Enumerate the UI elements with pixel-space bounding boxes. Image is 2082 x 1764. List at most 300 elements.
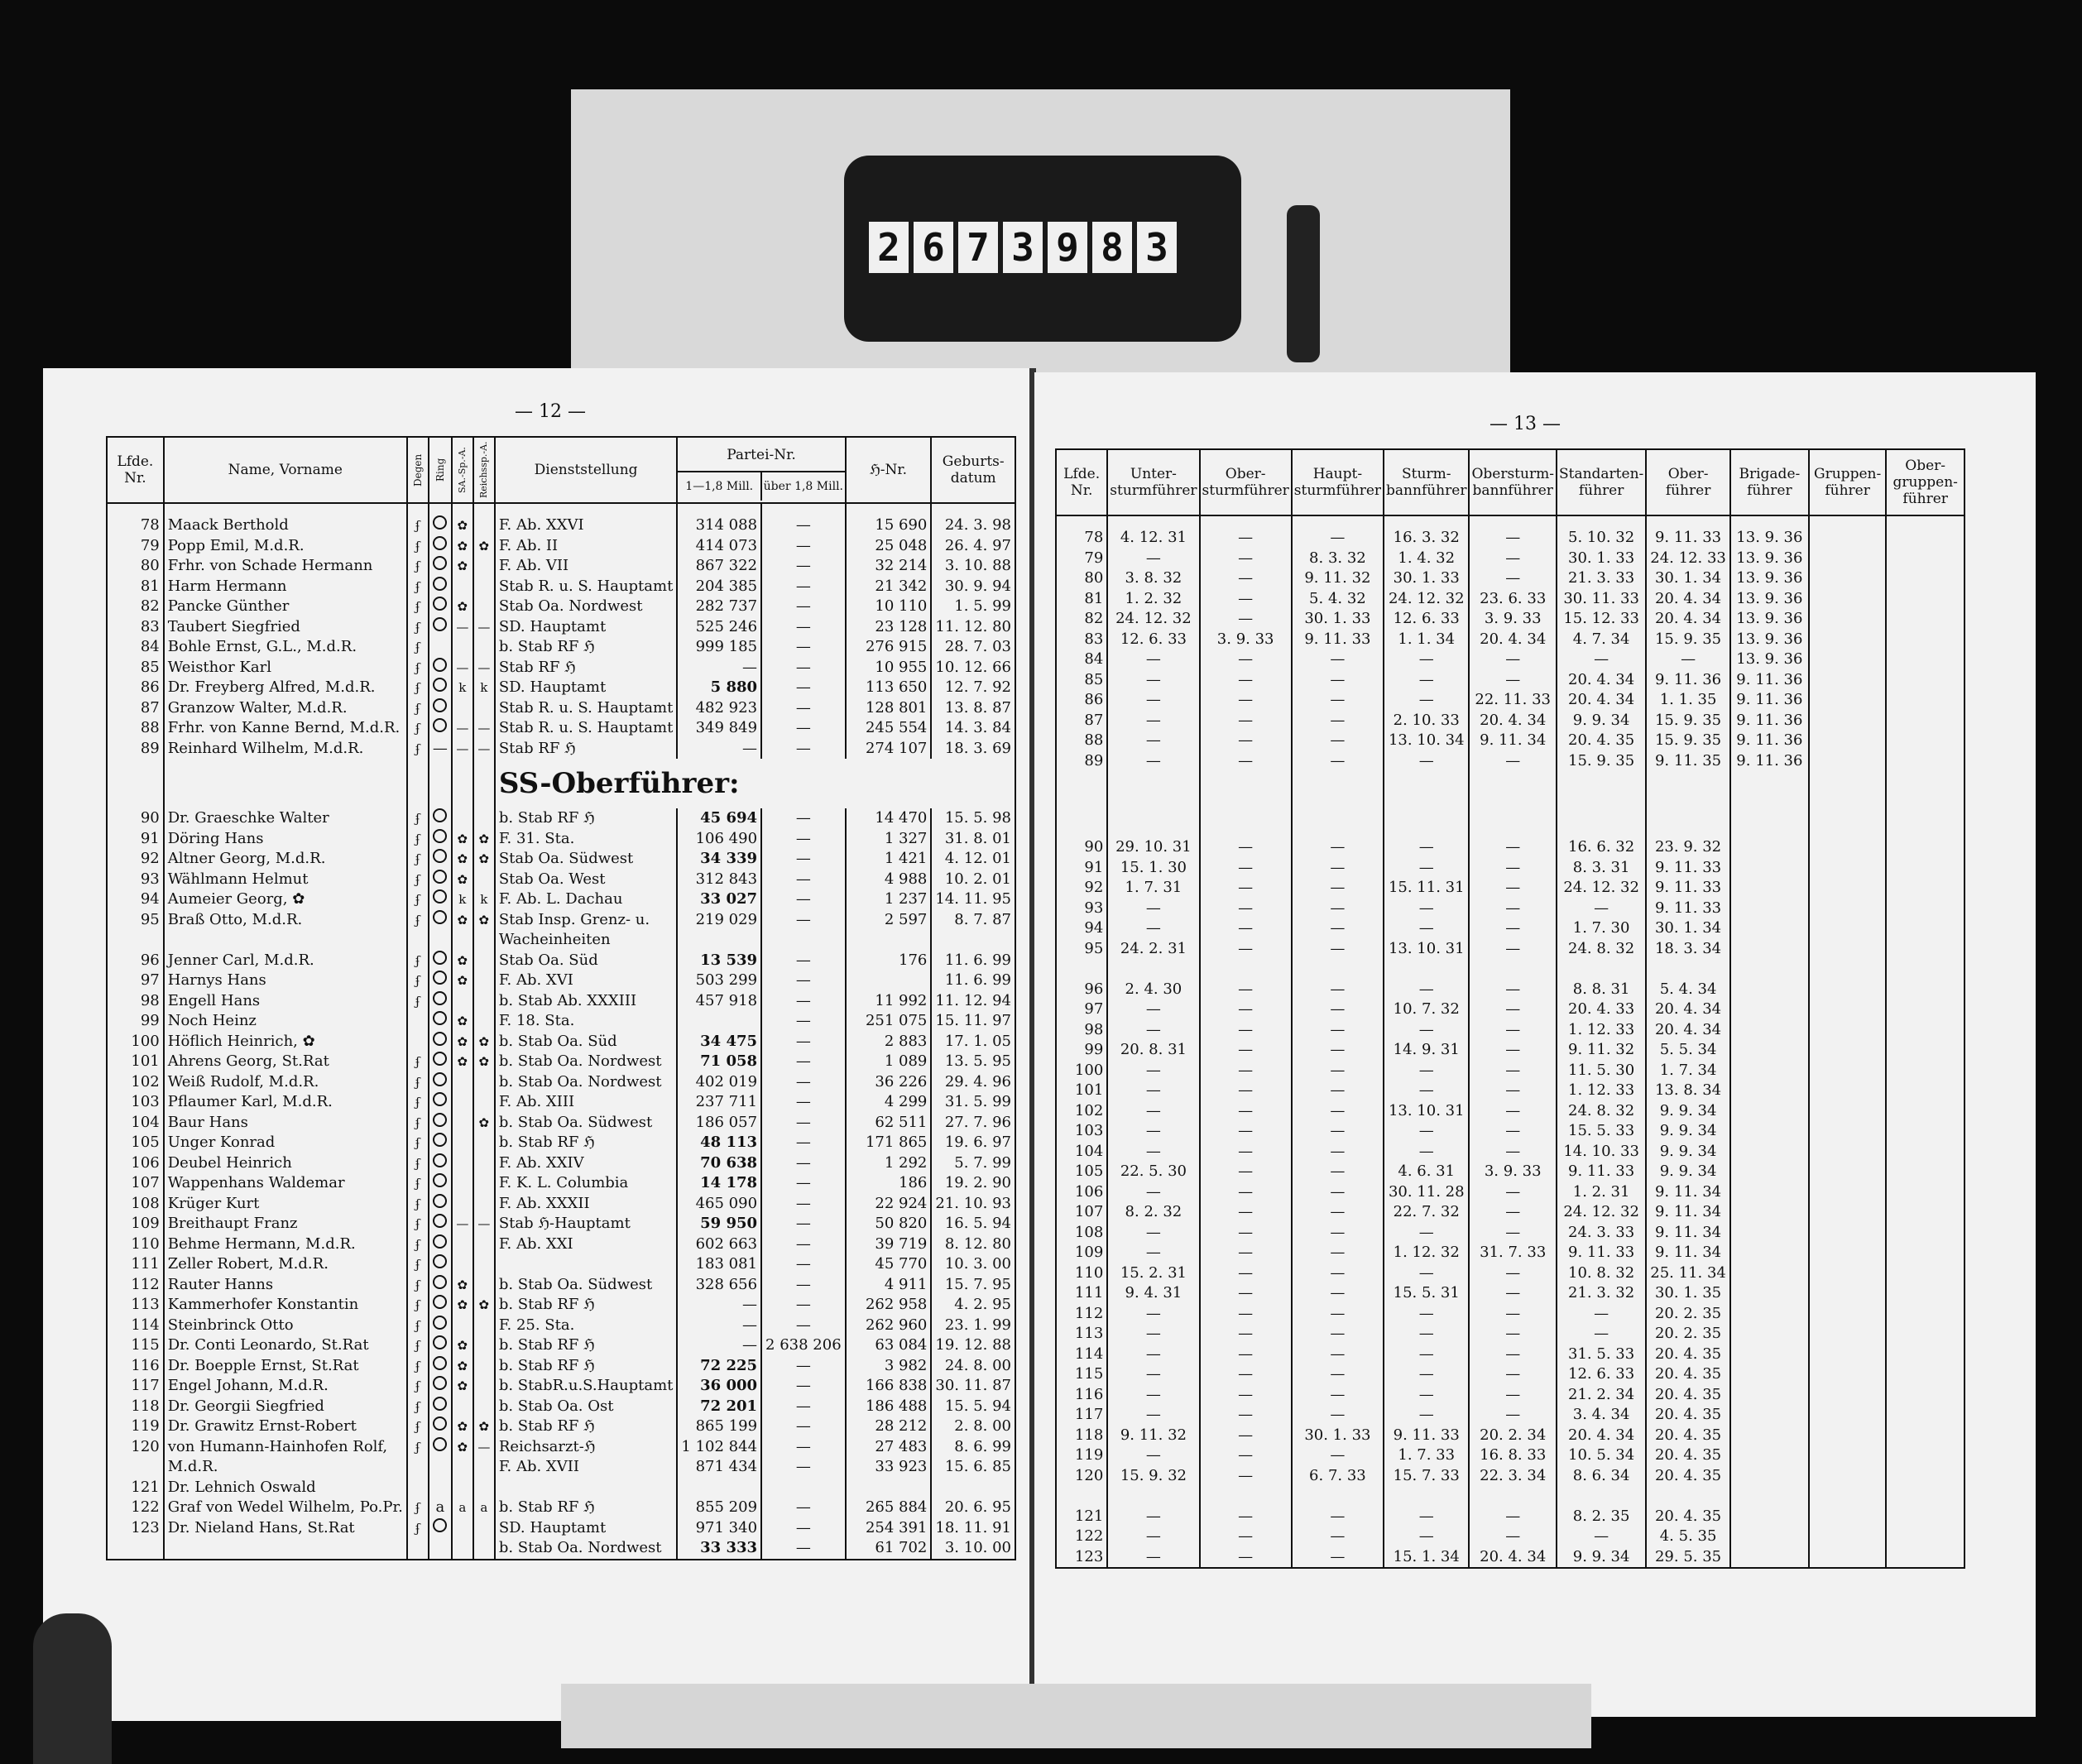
promotion-date-cell: —: [1292, 1223, 1384, 1244]
promotion-date-cell: —: [1557, 1324, 1646, 1345]
degen-mark: [407, 930, 429, 951]
promotion-date-cell: —: [1200, 1061, 1292, 1081]
promotion-date-cell: [1730, 939, 1809, 960]
ss-nr-cell: 4 299: [846, 1092, 932, 1113]
table-row: [107, 971, 1015, 991]
promotion-date-cell: 22. 5. 30: [1107, 1162, 1199, 1182]
name-cell: Taubert Siegfried: [164, 617, 407, 638]
lfd-nr: 111: [1056, 1283, 1107, 1304]
spacer-row: [1056, 771, 1964, 837]
birth-date-cell: 15. 5. 94: [931, 1397, 1015, 1417]
promotion-date-cell: —: [1107, 1324, 1199, 1345]
partei-nr-b: —: [761, 1295, 846, 1316]
promotion-date-cell: —: [1469, 858, 1557, 879]
promotion-date-cell: [1809, 1061, 1887, 1081]
dienststellung-cell: b. Stab Oa. Nordwest: [495, 1538, 678, 1560]
promotion-date-cell: 3. 8. 32: [1107, 568, 1199, 589]
promotion-date-cell: —: [1469, 1345, 1557, 1365]
promotion-date-cell: —: [1292, 1081, 1384, 1101]
spacer-cell: [495, 503, 678, 515]
name-cell: Wählmann Helmut: [164, 870, 407, 890]
birth-date-cell: 4. 2. 95: [931, 1295, 1015, 1316]
ss-nr-cell: 62 511: [846, 1113, 932, 1134]
ring-mark: [429, 1133, 452, 1153]
page-number-right: — 13 —: [1490, 414, 1561, 434]
ring-mark: [429, 889, 452, 910]
promotion-date-cell: 9. 11. 33: [1557, 1243, 1646, 1263]
promotion-date-cell: [1809, 1101, 1887, 1122]
promotion-date-cell: 9. 11. 32: [1107, 1426, 1199, 1446]
promotion-date-cell: [1730, 1304, 1809, 1325]
promotion-date-cell: [1886, 1466, 1964, 1487]
sa-mark: ✿: [452, 515, 473, 536]
reichssp-mark: [473, 971, 495, 991]
ring-icon: [433, 829, 447, 843]
ss-nr-cell: 186: [846, 1173, 932, 1194]
promotion-date-cell: 9. 11. 33: [1646, 878, 1730, 899]
ring-mark: [429, 1437, 452, 1458]
birth-date-cell: 21. 10. 93: [931, 1194, 1015, 1215]
promotion-date-cell: —: [1469, 1364, 1557, 1385]
promotion-date-cell: 8. 3. 32: [1292, 549, 1384, 569]
promotion-date-cell: 22. 3. 34: [1469, 1466, 1557, 1487]
promotion-date-cell: [1809, 999, 1887, 1020]
reichssp-mark: [473, 1538, 495, 1560]
promotion-date-cell: —: [1200, 751, 1292, 772]
spacer-cell: [1107, 771, 1199, 837]
promotion-date-cell: —: [1200, 899, 1292, 919]
dienststellung-cell: F. Ab. XXI: [495, 1234, 678, 1255]
ss-nr-cell: 3 982: [846, 1356, 932, 1377]
lfd-nr: 104: [107, 1113, 164, 1134]
promotion-date-cell: 30. 11. 28: [1384, 1182, 1469, 1203]
partei-nr-b: —: [761, 1173, 846, 1194]
partei-nr-b: —: [761, 1275, 846, 1296]
promotion-date-cell: —: [1557, 1304, 1646, 1325]
ss-nr-cell: 1 292: [846, 1153, 932, 1174]
promotion-date-cell: 20. 4. 34: [1646, 1020, 1730, 1041]
promotion-date-cell: —: [1292, 1061, 1384, 1081]
reichssp-mark: [473, 1254, 495, 1275]
promotion-date-cell: —: [1469, 670, 1557, 691]
promotion-date-cell: [1809, 1202, 1887, 1223]
table-row: [107, 1437, 1015, 1458]
dienststellung-cell: F. 25. Sta.: [495, 1316, 678, 1336]
partei-nr-a: 36 000: [677, 1376, 761, 1397]
birth-date-cell: 11. 6. 99: [931, 951, 1015, 971]
lfd-nr: 118: [1056, 1426, 1107, 1446]
ss-nr-cell: 1 327: [846, 829, 932, 850]
birth-date-cell: 17. 1. 05: [931, 1032, 1015, 1052]
lfd-nr: 81: [1056, 589, 1107, 610]
promotion-date-cell: [1886, 1182, 1964, 1203]
dienststellung-cell: Stab RF ℌ: [495, 658, 678, 678]
lfd-nr: 123: [1056, 1547, 1107, 1569]
ss-nr-cell: 25 048: [846, 536, 932, 557]
promotion-date-cell: 20. 4. 34: [1646, 589, 1730, 610]
promotion-date-cell: 3. 9. 33: [1200, 630, 1292, 650]
promotion-date-cell: —: [1200, 1547, 1292, 1569]
promotion-date-cell: [1886, 1121, 1964, 1142]
dienststellung-cell: b. Stab Oa. Ost: [495, 1397, 678, 1417]
birth-date-cell: 3. 10. 00: [931, 1538, 1015, 1560]
table-row: [1056, 1202, 1964, 1223]
lfd-nr: 115: [1056, 1364, 1107, 1385]
promotion-date-cell: [1809, 690, 1887, 711]
right-table-header: [1056, 449, 1964, 515]
birth-date-cell: 19. 2. 90: [931, 1173, 1015, 1194]
name-cell: Bohle Ernst, G.L., M.d.R.: [164, 637, 407, 658]
dienststellung-cell: b. Stab Oa. Südwest: [495, 1275, 678, 1296]
promotion-date-cell: 9. 11. 34: [1646, 1223, 1730, 1244]
degen-mark: ʄ: [407, 536, 429, 557]
counter-digit: 3: [1003, 222, 1043, 273]
officer-table-left: [106, 436, 1016, 1560]
spacer-cell: [1557, 515, 1646, 528]
promotion-date-cell: —: [1200, 980, 1292, 1000]
partei-nr-b: —: [761, 870, 846, 890]
reichssp-mark: [473, 1457, 495, 1478]
spacer-row: [107, 503, 1015, 515]
promotion-date-cell: —: [1107, 1121, 1199, 1142]
lfd-nr: 114: [1056, 1345, 1107, 1365]
promotion-date-cell: 24. 12. 32: [1384, 589, 1469, 610]
name-cell: Höflich Heinrich, ✿: [164, 1032, 407, 1052]
promotion-date-cell: [1886, 1162, 1964, 1182]
promotion-date-cell: 3. 4. 34: [1557, 1405, 1646, 1426]
partei-nr-b: —: [761, 577, 846, 597]
ring-icon: [433, 870, 447, 884]
spacer-cell: [1809, 771, 1887, 837]
birth-date-cell: 30. 11. 87: [931, 1376, 1015, 1397]
promotion-date-cell: —: [1384, 751, 1469, 772]
promotion-date-cell: [1107, 1486, 1199, 1507]
promotion-date-cell: —: [1469, 650, 1557, 670]
promotion-date-cell: 22. 11. 33: [1469, 690, 1557, 711]
table-row: [1056, 1020, 1964, 1041]
promotion-date-cell: —: [1469, 1081, 1557, 1101]
spacer-cell: [452, 759, 473, 808]
partei-nr-b: —: [761, 910, 846, 931]
promotion-date-cell: —: [1200, 999, 1292, 1020]
name-cell: Granzow Walter, M.d.R.: [164, 698, 407, 719]
ss-nr-cell: 251 075: [846, 1011, 932, 1032]
dienststellung-cell: b. Stab RF ℌ: [495, 1295, 678, 1316]
promotion-date-cell: —: [1292, 939, 1384, 960]
name-cell: [164, 930, 407, 951]
dienststellung-cell: F. Ab. XXIV: [495, 1153, 678, 1174]
rank-column-header: Gruppen-führer: [1809, 449, 1887, 515]
table-row: [1056, 1466, 1964, 1487]
partei-nr-a: 48 113: [677, 1133, 761, 1153]
promotion-date-cell: 14. 10. 33: [1557, 1142, 1646, 1162]
birth-date-cell: 11. 12. 94: [931, 991, 1015, 1012]
sa-mark: ✿: [452, 536, 473, 557]
table-row: [107, 718, 1015, 739]
ss-nr-cell: 128 801: [846, 698, 932, 719]
promotion-date-cell: [1809, 1527, 1887, 1547]
degen-mark: ʄ: [407, 1275, 429, 1296]
dienststellung-cell: SD. Hauptamt: [495, 678, 678, 698]
counter-knob: [1287, 205, 1320, 362]
lfd-nr: 94: [1056, 918, 1107, 939]
partei-nr-b: —: [761, 1052, 846, 1072]
promotion-date-cell: 1. 7. 31: [1107, 878, 1199, 899]
promotion-date-cell: [1809, 1507, 1887, 1527]
table-row: [1056, 1445, 1964, 1466]
promotion-date-cell: 24. 12. 32: [1557, 878, 1646, 899]
birth-date-cell: 12. 7. 92: [931, 678, 1015, 698]
partei-nr-a: 33 027: [677, 889, 761, 910]
promotion-date-cell: [1730, 878, 1809, 899]
lfd-nr: 116: [107, 1356, 164, 1377]
rank-column-header: Ober-führer: [1646, 449, 1730, 515]
table-row: [107, 991, 1015, 1012]
dienststellung-cell: F. K. L. Columbia: [495, 1173, 678, 1194]
table-row: [1056, 1142, 1964, 1162]
lfd-nr: [107, 1457, 164, 1478]
partei-nr-b: —: [761, 1113, 846, 1134]
promotion-date-cell: 10. 8. 32: [1557, 1263, 1646, 1284]
birth-date-cell: 13. 8. 87: [931, 698, 1015, 719]
lfd-nr: 120: [1056, 1466, 1107, 1487]
table-row: [1056, 878, 1964, 899]
promotion-date-cell: 15. 12. 33: [1557, 609, 1646, 630]
sa-mark: [452, 1113, 473, 1134]
promotion-date-cell: [1809, 568, 1887, 589]
promotion-date-cell: —: [1107, 1445, 1199, 1466]
partei-nr-b: —: [761, 617, 846, 638]
promotion-date-cell: [1809, 959, 1887, 980]
promotion-date-cell: [1809, 1283, 1887, 1304]
ss-nr-cell: 50 820: [846, 1214, 932, 1234]
promotion-date-cell: [1886, 1223, 1964, 1244]
lfd-nr: 90: [107, 808, 164, 829]
lfd-nr: 91: [1056, 858, 1107, 879]
birth-date-cell: 19. 6. 97: [931, 1133, 1015, 1153]
promotion-date-cell: [1809, 1445, 1887, 1466]
partei-nr-b: —: [761, 1518, 846, 1539]
dienststellung-cell: Wacheinheiten: [495, 930, 678, 951]
partei-nr-a: 999 185: [677, 637, 761, 658]
promotion-date-cell: 13. 9. 36: [1730, 568, 1809, 589]
promotion-date-cell: —: [1107, 1020, 1199, 1041]
promotion-date-cell: 5. 5. 34: [1646, 1040, 1730, 1061]
rank-column-header: Obersturm-bannführer: [1469, 449, 1557, 515]
ring-mark: [429, 1335, 452, 1356]
dienststellung-cell: b. Stab RF ℌ: [495, 1356, 678, 1377]
birth-date-cell: 15. 11. 97: [931, 1011, 1015, 1032]
degen-mark: ʄ: [407, 870, 429, 890]
reichssp-mark: [473, 1397, 495, 1417]
sa-mark: ✿: [452, 1032, 473, 1052]
promotion-date-cell: —: [1292, 1304, 1384, 1325]
promotion-date-cell: 9. 11. 36: [1730, 731, 1809, 751]
promotion-date-cell: [1886, 650, 1964, 670]
partei-nr-b: —: [761, 1153, 846, 1174]
reichssp-mark: [473, 1275, 495, 1296]
name-cell: M.d.R.: [164, 1457, 407, 1478]
promotion-date-cell: 1. 7. 30: [1557, 918, 1646, 939]
promotion-date-cell: —: [1200, 1263, 1292, 1284]
reichssp-mark: ✿: [473, 910, 495, 931]
name-cell: Engel Johann, M.d.R.: [164, 1376, 407, 1397]
table-row: [1056, 1263, 1964, 1284]
lfd-nr: 88: [1056, 731, 1107, 751]
promotion-date-cell: 9. 9. 34: [1646, 1101, 1730, 1122]
partei-nr-a: 503 299: [677, 971, 761, 991]
promotion-date-cell: —: [1469, 1182, 1557, 1203]
page-number-left: — 12 —: [515, 401, 586, 422]
promotion-date-cell: [1886, 959, 1964, 980]
promotion-date-cell: [1809, 1364, 1887, 1385]
promotion-date-cell: —: [1384, 1223, 1469, 1244]
table-row: [107, 1092, 1015, 1113]
ring-mark: [429, 1234, 452, 1255]
promotion-date-cell: —: [1292, 751, 1384, 772]
promotion-date-cell: —: [1200, 1223, 1292, 1244]
promotion-date-cell: [1886, 1364, 1964, 1385]
promotion-date-cell: —: [1200, 1182, 1292, 1203]
lfd-nr: 118: [107, 1397, 164, 1417]
promotion-date-cell: 20. 4. 35: [1646, 1364, 1730, 1385]
ring-mark: [429, 1416, 452, 1437]
promotion-date-cell: 1. 7. 34: [1646, 1061, 1730, 1081]
promotion-date-cell: [1292, 1486, 1384, 1507]
promotion-date-cell: [1886, 980, 1964, 1000]
lfd-nr: 102: [107, 1072, 164, 1093]
spacer-cell: [407, 503, 429, 515]
reichssp-mark: [473, 1316, 495, 1336]
degen-mark: ʄ: [407, 1335, 429, 1356]
dienststellung-cell: b. Stab RF ℌ: [495, 637, 678, 658]
promotion-date-cell: 4. 6. 31: [1384, 1162, 1469, 1182]
promotion-date-cell: 8. 8. 31: [1557, 980, 1646, 1000]
rank-column-header: Brigade-führer: [1730, 449, 1809, 515]
partei-nr-a: 33 333: [677, 1538, 761, 1560]
promotion-date-cell: [1886, 1445, 1964, 1466]
ss-nr-cell: 186 488: [846, 1397, 932, 1417]
ss-nr-cell: 2 597: [846, 910, 932, 931]
ss-nr-cell: [846, 1478, 932, 1498]
promotion-date-cell: 24. 2. 31: [1107, 939, 1199, 960]
promotion-date-cell: [1730, 1466, 1809, 1487]
promotion-date-cell: —: [1469, 918, 1557, 939]
partei-nr-a: 865 199: [677, 1416, 761, 1437]
partei-nr-b: —: [761, 698, 846, 719]
partei-nr-a: 855 209: [677, 1498, 761, 1518]
sa-mark: [452, 1133, 473, 1153]
ring-icon: [433, 577, 447, 591]
ring-icon: [433, 1376, 447, 1390]
ring-mark: [429, 637, 452, 658]
promotion-date-cell: 20. 4. 35: [1646, 1345, 1730, 1365]
promotion-date-cell: 20. 4. 34: [1557, 690, 1646, 711]
reichssp-mark: ✿: [473, 1416, 495, 1437]
ss-nr-cell: 166 838: [846, 1376, 932, 1397]
lfd-nr: 83: [1056, 630, 1107, 650]
degen-mark: ʄ: [407, 1214, 429, 1234]
promotion-date-cell: —: [1384, 1345, 1469, 1365]
promotion-date-cell: 3. 9. 33: [1469, 609, 1557, 630]
promotion-date-cell: 20. 4. 34: [1646, 999, 1730, 1020]
ring-icon: [433, 1214, 447, 1228]
promotion-date-cell: [1809, 1547, 1887, 1569]
sa-mark: ✿: [452, 556, 473, 577]
promotion-date-cell: [1809, 899, 1887, 919]
reichssp-mark: [473, 870, 495, 890]
dienststellung-cell: SD. Hauptamt: [495, 617, 678, 638]
promotion-date-cell: [1730, 959, 1809, 980]
table-row: [1056, 1182, 1964, 1203]
sa-mark: ✿: [452, 1295, 473, 1316]
reichssp-mark: [473, 1356, 495, 1377]
table-row: [107, 1316, 1015, 1336]
promotion-date-cell: [1809, 1121, 1887, 1142]
promotion-date-cell: —: [1384, 1324, 1469, 1345]
promotion-date-cell: —: [1469, 1020, 1557, 1041]
spacer-cell: [429, 759, 452, 808]
promotion-date-cell: —: [1469, 1283, 1557, 1304]
ring-icon: [433, 1416, 447, 1431]
name-cell: Harnys Hans: [164, 971, 407, 991]
sa-mark: ✿: [452, 1376, 473, 1397]
promotion-date-cell: [1886, 918, 1964, 939]
promotion-date-cell: 31. 5. 33: [1557, 1345, 1646, 1365]
promotion-date-cell: —: [1107, 1243, 1199, 1263]
sa-mark: ✿: [452, 1052, 473, 1072]
partei-nr-a: 525 246: [677, 617, 761, 638]
promotion-date-cell: 1. 2. 31: [1557, 1182, 1646, 1203]
promotion-date-cell: 24. 8. 32: [1557, 1101, 1646, 1122]
promotion-date-cell: 5. 4. 34: [1646, 980, 1730, 1000]
promotion-date-cell: —: [1107, 711, 1199, 731]
promotion-date-cell: —: [1469, 1304, 1557, 1325]
reichssp-mark: —: [473, 718, 495, 739]
lfd-nr: 78: [107, 515, 164, 536]
promotion-date-cell: [1730, 1486, 1809, 1507]
dienststellung-cell: F. Ab. XVI: [495, 971, 678, 991]
promotion-date-cell: 25. 11. 34: [1646, 1263, 1730, 1284]
promotion-date-cell: 12. 6. 33: [1384, 609, 1469, 630]
partei-nr-b: —: [761, 536, 846, 557]
partei-nr-b: —: [761, 678, 846, 698]
promotion-date-cell: [1886, 1324, 1964, 1345]
birth-date-cell: 30. 9. 94: [931, 577, 1015, 597]
promotion-date-cell: —: [1292, 1142, 1384, 1162]
name-cell: Reinhard Wilhelm, M.d.R.: [164, 739, 407, 760]
promotion-date-cell: [1886, 1263, 1964, 1284]
ring-mark: [429, 971, 452, 991]
right-page: [1034, 372, 2036, 1717]
sa-mark: —: [452, 1214, 473, 1234]
promotion-date-cell: 9. 9. 34: [1557, 711, 1646, 731]
ss-nr-cell: 14 470: [846, 808, 932, 829]
promotion-date-cell: 15. 11. 31: [1384, 878, 1469, 899]
sa-mark: ✿: [452, 910, 473, 931]
birth-date-cell: 10. 3. 00: [931, 1254, 1015, 1275]
promotion-date-cell: [1809, 1426, 1887, 1446]
promotion-date-cell: —: [1107, 670, 1199, 691]
dienststellung-cell: F. Ab. L. Dachau: [495, 889, 678, 910]
birth-date-cell: 10. 2. 01: [931, 870, 1015, 890]
promotion-date-cell: 1. 1. 35: [1646, 690, 1730, 711]
promotion-date-cell: 9. 11. 33: [1646, 899, 1730, 919]
promotion-date-cell: —: [1384, 1527, 1469, 1547]
sa-mark: —: [452, 617, 473, 638]
lfd-nr: 113: [107, 1295, 164, 1316]
promotion-date-cell: [1730, 918, 1809, 939]
